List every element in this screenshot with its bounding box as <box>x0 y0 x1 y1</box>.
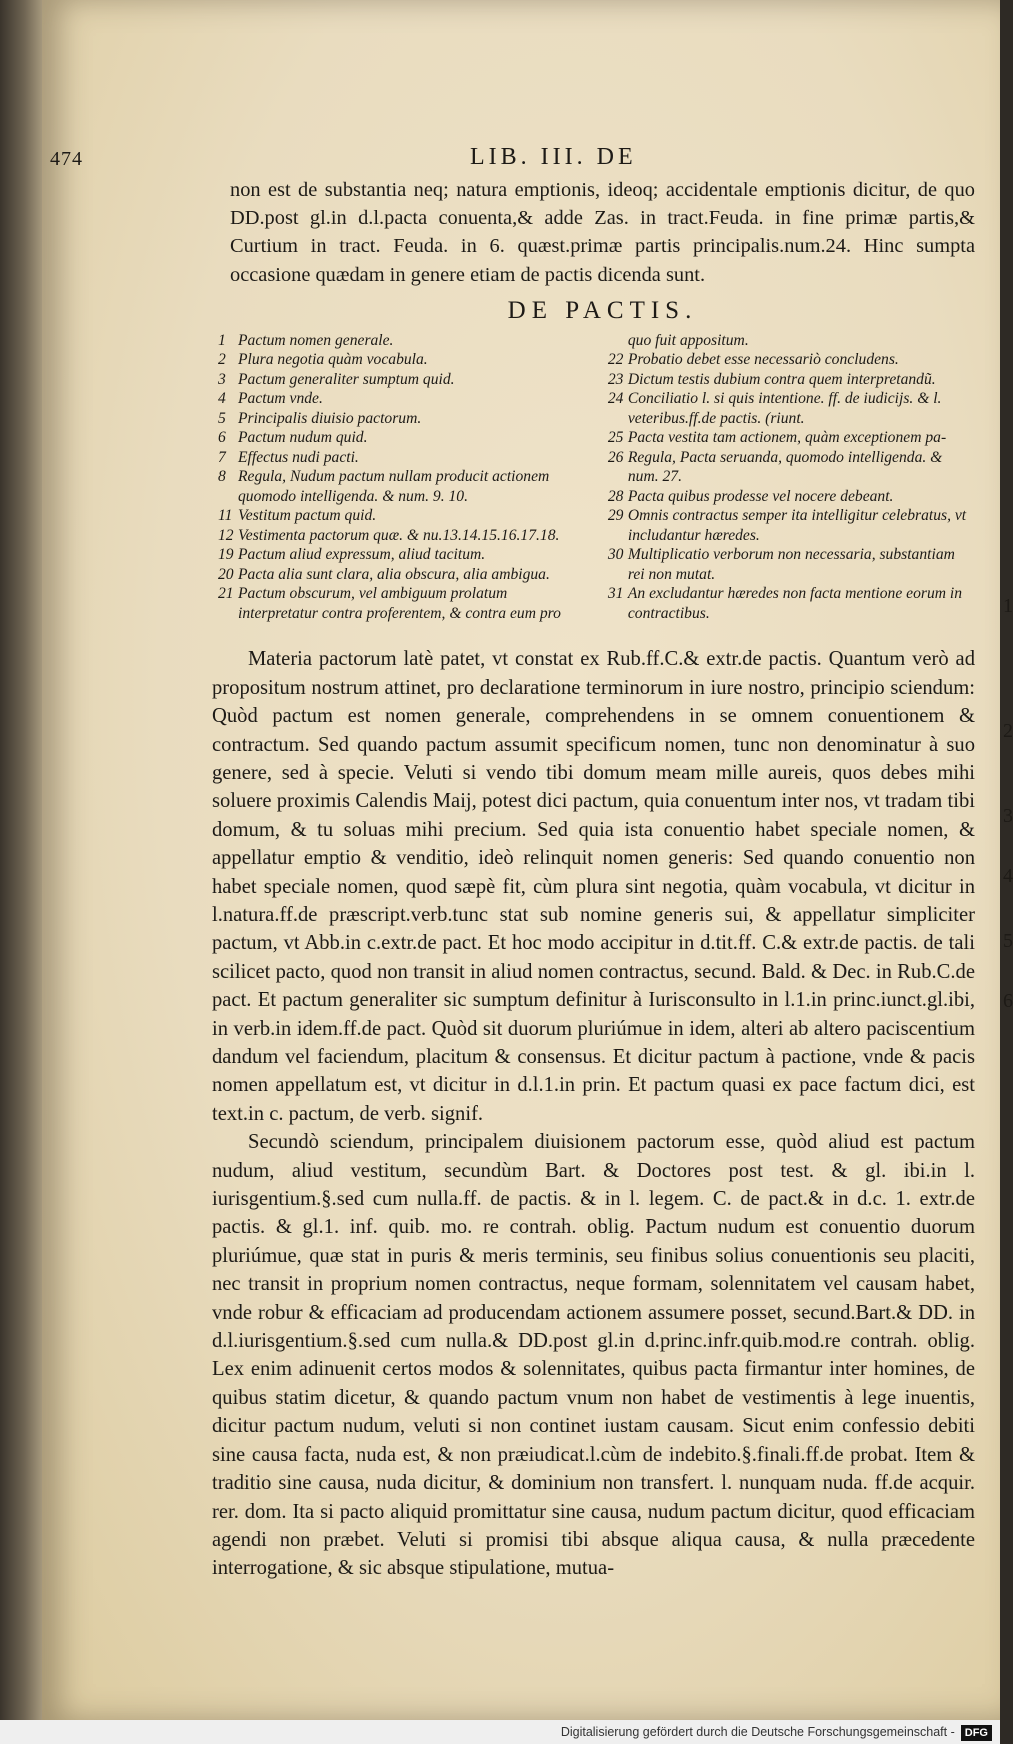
index-item: 3 Pactum generaliter sumptum quid. <box>218 370 455 388</box>
index-item: 29 Omnis contractus semper ita intelligitur celebratus, vt includantur hæredes. <box>607 507 967 544</box>
margin-number: 4 <box>1003 865 1013 887</box>
index-item: 8 Regula, Nudum pactum nullam producit actionem quomodo intelligenda. & num. 9. 10. <box>218 468 550 505</box>
index-item: 26 Regula, Pacta seruanda, quomodo intelligenda. & num. 27. <box>607 448 943 486</box>
index-item: 25 Pacta vestita tam actionem, quàm exceptionem pa- <box>607 429 947 447</box>
opening-paragraph: non est de substantia neq; natura emptionis, ideoq; accidentale emptionis dicitur, de quo DD.post gl.in d.l.pacta conuenta,& adde Zas. in tract.Feuda. in fine primæ partis,& Curtium in tract. Feuda. in 6. quæst.primæ partis principalis.num.24. Hinc sumpta occasione quædam in genere etiam de pactis dicenda sunt. <box>230 179 975 286</box>
section-title: DE PACTIS. <box>507 296 698 324</box>
margin-number: 2 <box>1003 720 1013 742</box>
index-item: 7 Effectus nudi pacti. <box>218 448 359 466</box>
running-head: LIB. III. DE <box>470 144 637 170</box>
dfg-logo: DFG <box>961 1725 992 1741</box>
index-item: 20 Pacta alia sunt clara, alia obscura, alia ambigua. <box>218 565 550 583</box>
page-header <box>50 140 975 176</box>
margin-number: 3 <box>1003 805 1013 827</box>
body-paragraph: Materia pactorum latè patet, vt constat ex Rub.ff.C.& extr.de pactis. Quantum verò ad propositum nostrum attinet, pro declaratione terminorum in iure nostro, principio sciendum: Quòd pactum est nomen generale, comprehendens in se omnem conuentionem & contractum. Sed quando pactum assumit specificum nomen, tunc non denominatur à suo genere, sed à specie. Veluti si vendo tibi domum meam mille aureis, quos debes mihi soluere proximis Calendis Maij, potest dici pactum, quia conuentum inter nos, vt tradam tibi domum, & tu soluas mihi precium. Sed quia ista conuentio habet speciale nomen, & appellatur emptio & venditio, ideò relinquit nomen generis: Sed quando conuentio non habet speciale nomen, quod sæpè fit, cùm plura sint negotia, quàm vocabula, vt dicitur in l.natura.ff.de præscript.verb.tunc stat sub nomine generis sui, & appellatur simpliciter pactum, vt Abb.in c.extr.de pact. Et hoc modo accipitur in d.tit.ff. C.& extr.de pactis. de tali scilicet pacto, quod non transit in aliud nomen contractus, secund. Bald. & Dec. in Rub.C.de pact. Et pactum generaliter sic sumptum definitur à Iurisconsulto in l.1.in princ.iunct.gl.ibi, in verb.in idem.ff.de pact. Quòd sit duorum pluriúmue in idem, alteri ab altero paciscentium dandum vel faciendum, placitum & consensus. Et dicitur pactum à pactione, vnde & pacis nomen appellatum est, vt dicitur in d.l.1.in prin. Et pactum quasi ex pace factum dici, est text.in c. pactum, de verb. signif. <box>212 648 975 1125</box>
page-number: 474 <box>50 148 83 170</box>
index-item: 28 Pacta quibus prodesse vel nocere debeant. <box>607 487 894 505</box>
index-item: 24 Conciliatio l. si quis intentione. ff. de iudicijs. & l. veteribus.ff.de pactis. (riunt. <box>607 390 942 427</box>
index-item: 21 Pactum obscurum, vel ambiguum prolatum interpretatur contra proferentem, & contra eum pro <box>218 585 561 622</box>
margin-number: 1 <box>1003 595 1013 617</box>
index-item: 11 Vestitum pactum quid. <box>218 507 377 525</box>
index-item: 2 Plura negotia quàm vocabula. <box>218 351 428 369</box>
margin-number: 5 <box>1003 930 1013 952</box>
summary-index <box>218 331 975 624</box>
index-column-right <box>608 331 975 624</box>
index-item: 22 Probatio debet esse necessariò concludens. <box>607 351 899 369</box>
index-item: 5 Principalis diuisio pactorum. <box>218 409 422 427</box>
index-column-left <box>218 331 585 624</box>
index-item: 19 Pactum aliud expressum, aliud tacitum. <box>218 546 486 564</box>
index-item: 6 Pactum nudum quid. <box>218 429 368 447</box>
footer-text: Digitalisierung gefördert durch die Deutsche Forschungsgemeinschaft - <box>560 1725 955 1739</box>
index-item: 30 Multiplicatio verborum non necessaria, substantiam rei non mutat. <box>607 546 955 583</box>
index-item: 12 Vestimenta pactorum quæ. & nu.13.14.15.16.17.18. <box>218 526 560 544</box>
index-item: 23 Dictum testis dubium contra quem interpretandũ. <box>607 370 936 388</box>
index-item: quo fuit appositum. <box>627 331 749 349</box>
margin-number: 6 <box>1003 990 1013 1012</box>
body-text <box>212 645 975 1582</box>
footer-bar <box>0 1720 1000 1744</box>
body-paragraph: Secundò sciendum, principalem diuisionem pactorum esse, quòd aliud est pactum nudum, aliud vestitum, secundùm Bart. & Doctores post test. & gl. ibi.in l. iurisgentium.§.sed cum nulla.ff. de pactis. & in l. legem. C. de pact.& in d.c. 1. extr.de pactis. & gl.1. inf. quib. mo. re contrah. oblig. Pactum nudum est conuentio duorum pluriúmue, quæ stat in puris & meris terminis, seu finibus solius conuentionis seu placiti, nec transit in proprium nomen contractus, neque formam, solennitatem vel causam habet, vnde robur & efficaciam ad producendam actionem assumere posset, secund.Bart.& DD. in d.l.iurisgentium.§.sed cum nulla.& DD.post gl.in d.princ.infr.quib.mod.re contrah. oblig. Lex enim adinuenit certos modos & solennitates, quibus pacta firmantur inter homines, de quibus statim dicetur, & quando pactum vnum non habet de vestimentis à lege inuentis, dicitur pactum nudum, veluti si non continet iustam causam. Sicut enim confessio debiti sine causa facta, nuda est, & non præiudicat.l.cùm de indebito.§.finali.ff.de probat. Item & traditio sine causa, nuda dicitur, & dominium non transfert. l. nunquam nuda. ff.de acquir. rer. dom. Ita si pacto aliquid promittatur sine causa, nudum pactum dicitur, quod efficaciam agendi non præbet. Veluti si promisi tibi absque aliqua causa, & nulla præcedente interrogatione, & sic absque stipulatione, mutua- <box>212 1131 975 1580</box>
book-page <box>42 0 1013 1720</box>
index-item: 1 Pactum nomen generale. <box>218 331 394 349</box>
index-item: 31 An excludantur hæredes non facta mentione eorum in contractibus. <box>607 585 963 622</box>
index-item: 4 Pactum vnde. <box>218 390 323 408</box>
page-content <box>50 140 1013 1583</box>
